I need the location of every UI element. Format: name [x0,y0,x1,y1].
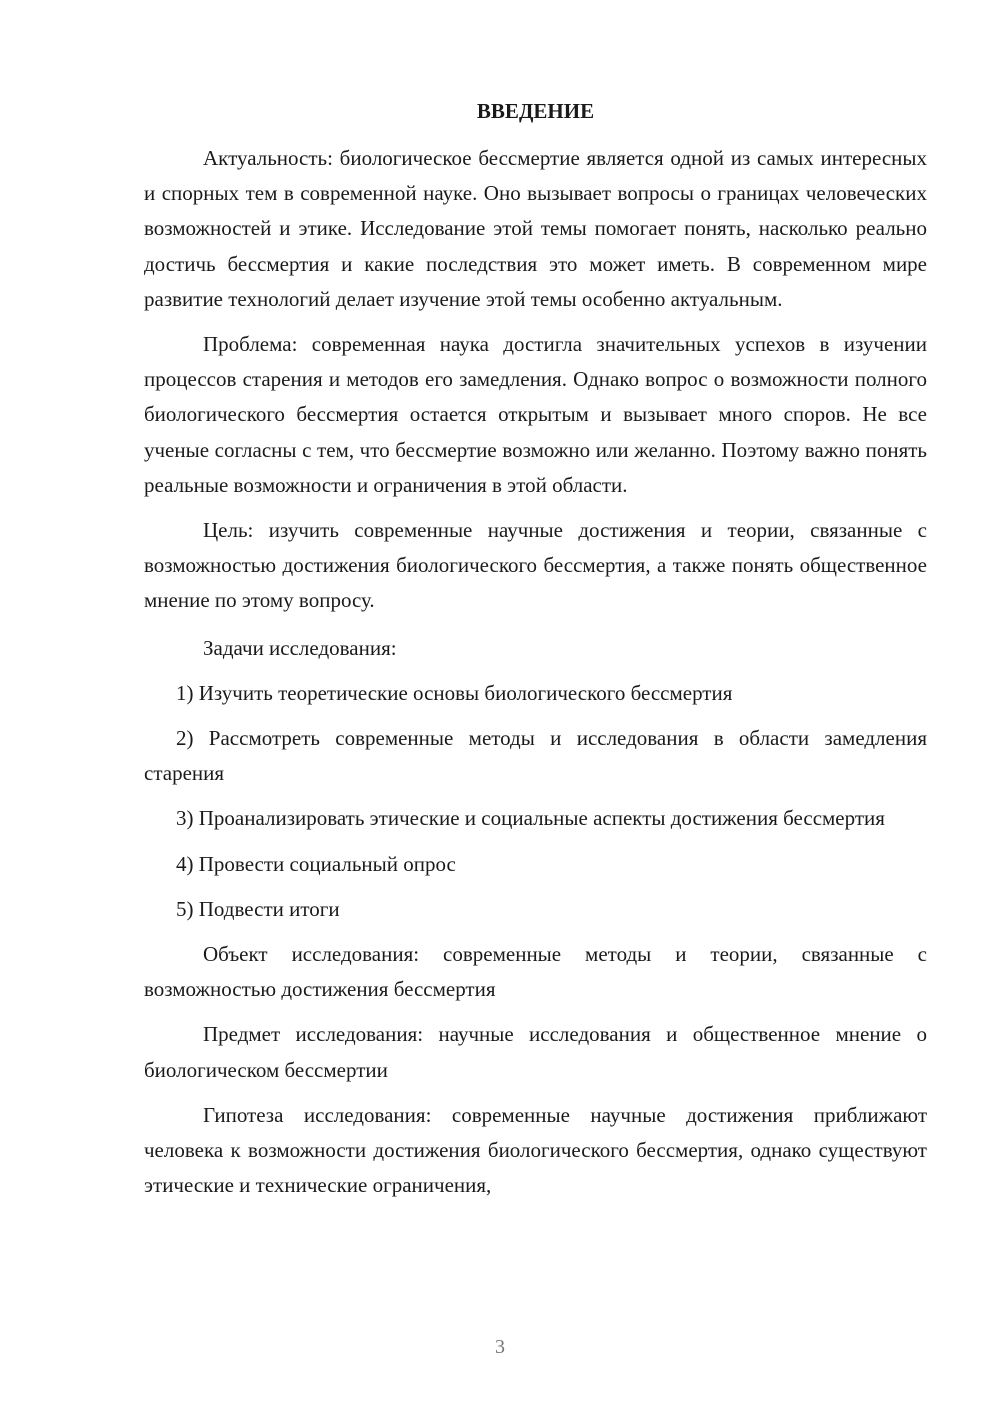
page-title: ВВЕДЕНИЕ [476,99,595,123]
task-item: 5) Подвести итоги [176,896,340,921]
hypothesis-paragraph: Гипотеза исследования: современные научные достижения приближают человека к возможности достижения биологического бессмертия, однако существуют этические и технические ограничения, [144,1102,927,1198]
task-item: 1) Изучить теоретические основы биологического бессмертия [176,680,733,705]
page-number: 3 [495,1336,505,1358]
tasks-heading: Задачи исследования: [203,635,397,660]
page-content [144,93,927,1203]
task-item: 4) Провести социальный опрос [176,851,456,876]
object-paragraph: Объект исследования: современные методы и теории, связанные с возможностью достижения бессмертия [144,942,927,1002]
problem-paragraph: Проблема: современная наука достигла значительных успехов в изучении процессов старения и методов его замедления. Однако вопрос о возможности полного биологического бессмертия остается открытым и вызывает много споров. Не все ученые согласны с тем, что бессмертие возможно или желанно. Поэтому важно понять реальные возможности и ограничения в этой области. [144,332,927,497]
subject-paragraph: Предмет исследования: научные исследования и общественное мнение о биологическом бессмертии [144,1022,927,1082]
goal-paragraph: Цель: изучить современные научные достижения и теории, связанные с возможностью достижения биологического бессмертия, а также понять общественное мнение по этому вопросу. [144,518,927,613]
task-item: 3) Проанализировать этические и социальные аспекты достижения бессмертия [176,806,885,831]
relevance-paragraph: Актуальность: биологическое бессмертие является одной из самых интересных и спорных тем в современной науке. Оно вызывает вопросы о границах человеческих возможностей и этике. Исследование этой темы помогает понять, насколько реально достичь бессмертия и какие последствия это может иметь. В современном мире развитие технологий делает изучение этой темы особенно актуальным. [144,146,927,311]
tasks-list [144,676,927,927]
task-item: 2) Рассмотреть современные методы и исследования в области замедления старения [144,726,927,786]
